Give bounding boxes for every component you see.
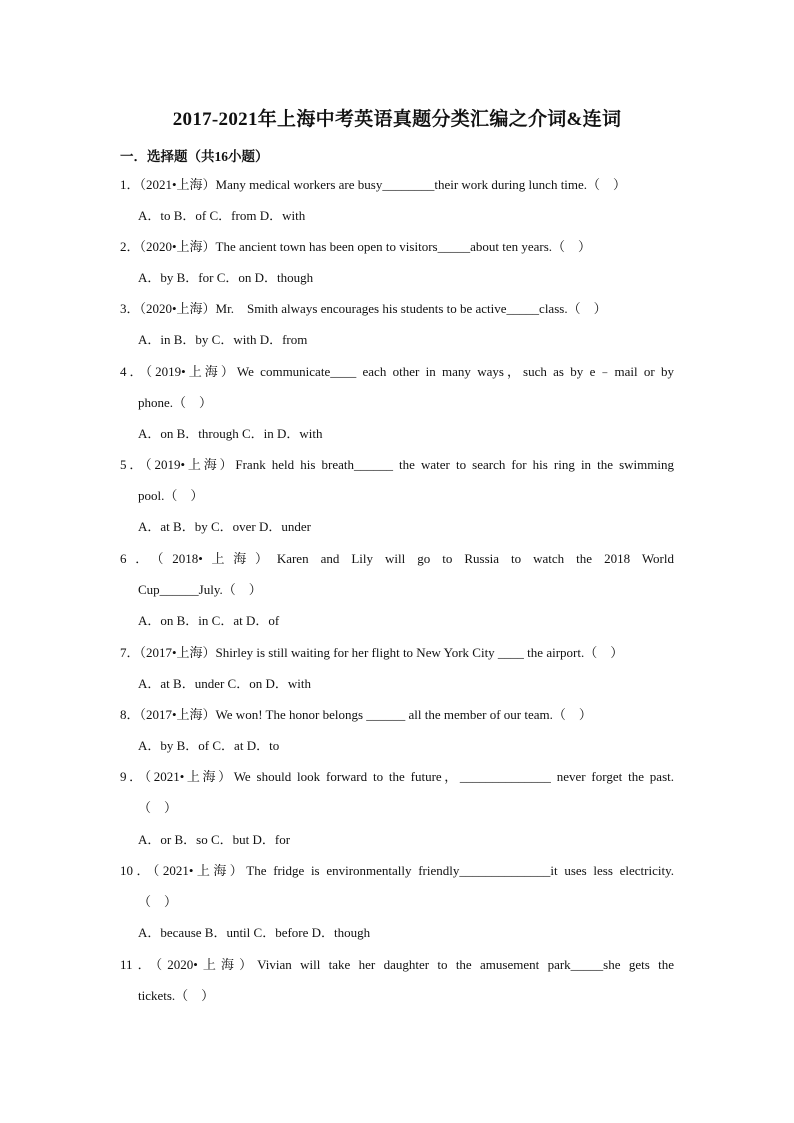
question-continuation: pool.（ ） [138, 488, 204, 503]
question-stem: 4．（2019•上海）We communicate____ each other in many ways，such as by e﹣mail or by [120, 364, 674, 379]
question-continuation: Cup______July.（ ） [138, 582, 262, 597]
question-stem: 7．（2017•上海）Shirley is still waiting for her flight to New York City ____ the airport.（ ） [120, 645, 624, 660]
page-title: 2017-2021年上海中考英语真题分类汇编之介词&连词 [172, 109, 622, 130]
question-continuation: （ ） [138, 800, 178, 815]
question-options: A．at B．under C．on D．with [138, 676, 311, 691]
question-options: A．on B．in C．at D．of [138, 613, 280, 628]
question-stem: 5．（2019•上海）Frank held his breath______ the water to search for his ring in the swimming [120, 457, 674, 472]
section-heading: 一．选择题（共16小题） [120, 149, 269, 164]
question-stem: 6．（2018•上海）Karen and Lily will go to Russia to watch the 2018 World [120, 551, 674, 566]
question-options: A．by B．for C．on D．though [138, 270, 314, 285]
question-options: A．by B．of C．at D．to [138, 738, 280, 753]
question-continuation: （ ） [138, 894, 178, 909]
question-options: A．on B．through C．in D．with [138, 426, 323, 441]
question-stem: 11．（2020•上海）Vivian will take her daughter to the amusement park_____she gets the [120, 957, 674, 972]
question-options: A．because B．until C．before D．though [138, 925, 371, 940]
question-stem: 10．（2021•上海）The fridge is environmentally friendly______________it uses less electricity. [120, 863, 674, 878]
question-options: A．in B．by C．with D．from [138, 332, 308, 347]
question-options: A．at B．by C．over D．under [138, 519, 311, 534]
question-options: A．to B．of C．from D．with [138, 208, 306, 223]
question-continuation: tickets.（ ） [138, 988, 215, 1003]
question-stem: 1．（2021•上海）Many medical workers are busy________their work during lunch time.（ ） [120, 177, 627, 192]
question-stem: 2．（2020•上海）The ancient town has been open to visitors_____about ten years.（ ） [120, 239, 592, 254]
question-options: A．or B．so C．but D．for [138, 832, 291, 847]
question-stem: 8．（2017•上海）We won! The honor belongs ______ all the member of our team.（ ） [120, 707, 592, 722]
question-stem: 9．（2021•上海）We should look forward to the future，______________ never forget the past. [120, 769, 674, 784]
question-continuation: phone.（ ） [138, 395, 213, 410]
question-stem: 3．（2020•上海）Mr. Smith always encourages his students to be active_____class.（ ） [120, 301, 607, 316]
